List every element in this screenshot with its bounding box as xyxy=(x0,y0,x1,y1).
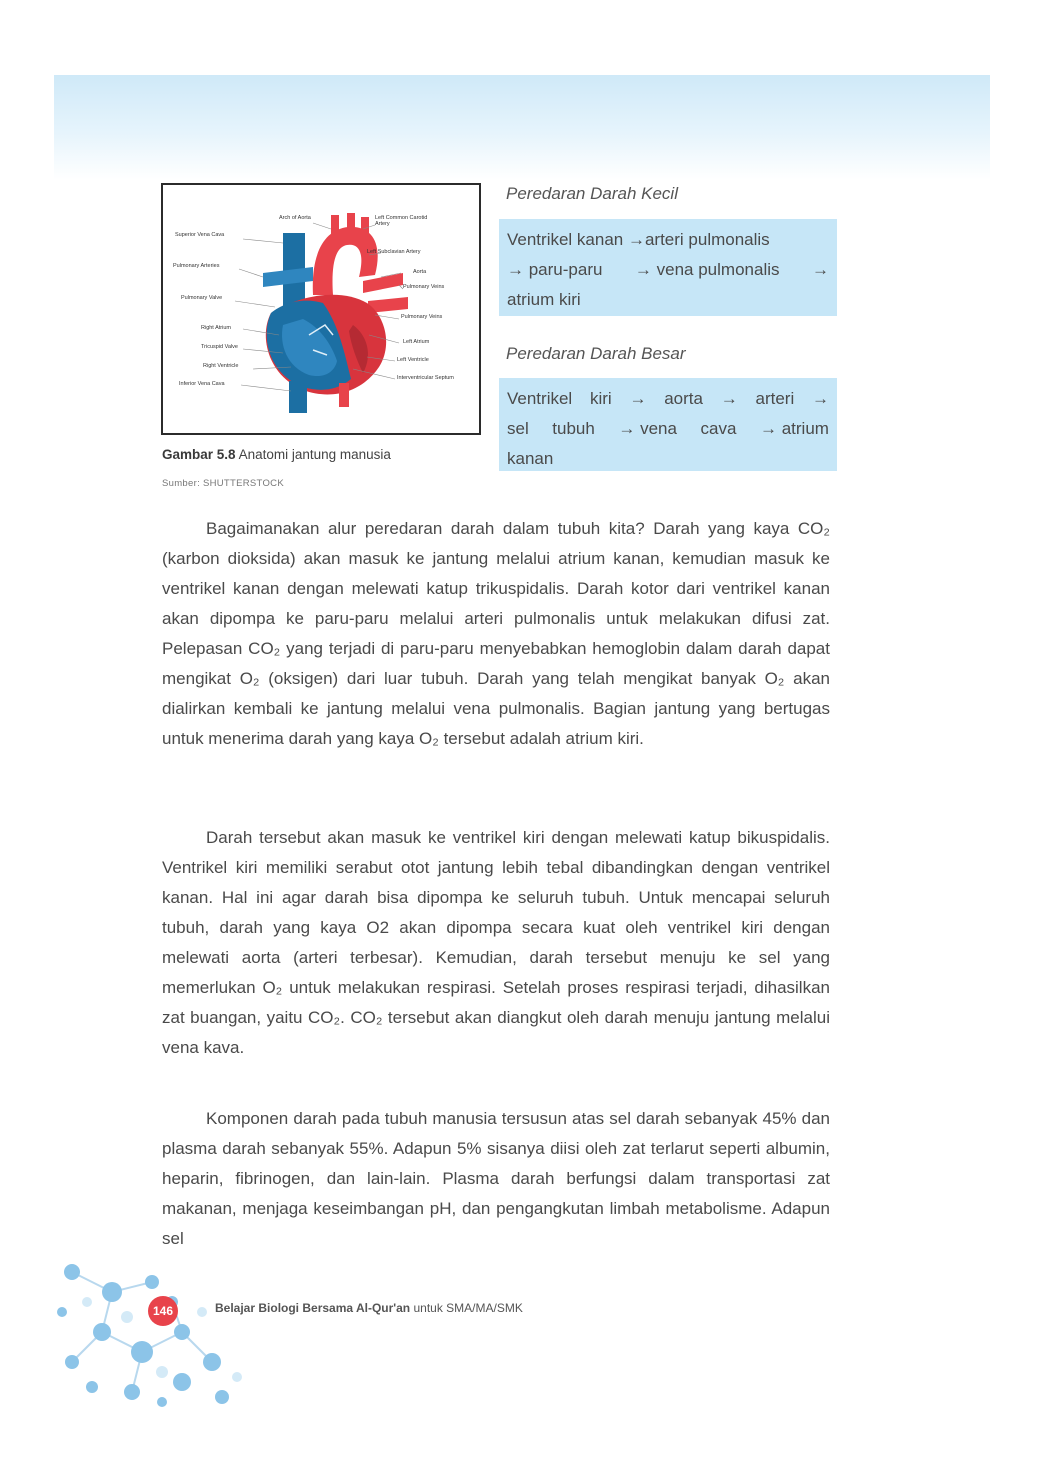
page-number-badge: 146 xyxy=(148,1296,178,1326)
paragraph-1: Bagaimanakan alur peredaran darah dalam tubuh kita? Darah yang kaya CO₂ (karbon dioksida) akan masuk ke jantung melalui atrium kanan, kemudian masuk ke ventrikel kanan dengan melewati katup trikuspidalis. Darah kotor dari ventrikel kanan akan dipompa ke paru-paru melalui arteri pulmonalis untuk melakukan difusi zat. Pelepasan CO₂ yang terjadi di paru-paru menyebabkan hemoglobin dalam darah dapat mengikat O₂ (oksigen) dari luar tubuh. Darah yang telah mengikat banyak O₂ akan dialirkan kembali ke jantung melalui vena pulmonalis. Bagian jantung yang bertugas untuk menerima darah yang kaya O₂ tersebut adalah atrium kiri. xyxy=(162,519,830,748)
inferior-vena-cava-shape xyxy=(289,381,307,413)
label-pulmonary-veins: Pulmonary Veins xyxy=(401,314,443,320)
figure-caption-text: Anatomi jantung manusia xyxy=(238,447,391,462)
paragraph-2: Darah tersebut akan masuk ke ventrikel kiri dengan melewati katup bikuspidalis. Ventrikel kiri memiliki serabut otot jantung lebih tebal dibandingkan dengan ventrikel kanan. Hal ini agar darah bisa dipompa ke seluruh tubuh. Untuk mencapai seluruh tubuh, darah yang kaya O2 akan dipompa secara kuat oleh ventrikel kiri dengan melewati aorta (arteri terbesar). Kemudian, darah tersebut menuju ke sel yang memerlukan O₂ untuk melakukan respirasi. Setelah proses respirasi terjadi, dihasilkan zat buangan, yaitu CO₂. CO₂ tersebut akan diangkut oleh darah menuju jantung melalui vena kava. xyxy=(162,828,830,1057)
label-right-ventricle: Right Ventricle xyxy=(203,363,239,369)
label-left-atrium: Left Atrium xyxy=(403,339,430,345)
large-circulation-line: sel tubuh → vena cava → atrium xyxy=(507,419,829,438)
label-pulmonary-veins-top: Pulmonary Veins xyxy=(403,284,445,290)
descending-aorta-shape xyxy=(339,383,349,407)
large-circulation-heading: Peredaran Darah Besar xyxy=(506,344,686,363)
molecule-decoration xyxy=(52,1252,252,1412)
label-inferior-vena-cava: Inferior Vena Cava xyxy=(179,381,225,387)
figure-caption xyxy=(162,447,391,462)
label-right-atrium: Right Atrium xyxy=(201,325,231,331)
label-superior-vena-cava: Superior Vena Cava xyxy=(175,232,225,238)
subclavian-artery-shape xyxy=(347,213,355,233)
label-left-ventricle: Left Ventricle xyxy=(397,357,429,363)
label-pulmonary-valve: Pulmonary Valve xyxy=(181,295,223,301)
label-aortic-arch: Arch of Aorta xyxy=(279,215,311,221)
large-circulation-line: Ventrikel kiri → aorta → arteri → xyxy=(507,389,829,408)
small-circulation-heading: Peredaran Darah Kecil xyxy=(506,184,678,203)
label-aorta: Aorta xyxy=(413,269,427,275)
header-band xyxy=(54,75,990,180)
label-tricuspid-valve: Tricuspid Valve xyxy=(201,344,238,350)
small-circulation-line: Ventrikel kanan →arteri pulmonalis xyxy=(507,230,770,249)
carotid-artery-shape xyxy=(331,215,339,237)
small-circulation-line: → paru-paru → vena pulmonalis → xyxy=(507,260,829,279)
paragraph-3: Komponen darah pada tubuh manusia tersusun atas sel darah sebanyak 45% dan plasma darah sebanyak 55%. Adapun 5% sisanya diisi oleh zat terlarut seperti albumin, heparin, fibrinogen, dan lain-lain. Plasma darah berfungsi dalam transportasi zat makanan, menjaga keseimbangan pH, dan pengangkutan limbah metabolisme. Adapun sel xyxy=(162,1109,830,1248)
pulmonary-vein-shape xyxy=(363,273,403,293)
pulmonary-artery-shape xyxy=(263,267,313,287)
label-left-subclavian: Left Subclavian Artery xyxy=(367,249,421,255)
figure-caption-label: Gambar 5.8 xyxy=(162,447,236,462)
left-subclavian-shape xyxy=(361,217,369,239)
small-circulation-box xyxy=(499,219,837,316)
small-circulation-line: atrium kiri xyxy=(507,290,581,309)
label-pulmonary-arteries: Pulmonary Arteries xyxy=(173,263,220,269)
large-circulation-line: kanan xyxy=(507,449,554,468)
footer-book-title: Belajar Biologi Bersama Al-Qur'an untuk SMA/MA/SMK xyxy=(215,1301,523,1315)
large-circulation-box xyxy=(499,378,837,471)
figure-source: Sumber: SHUTTERSTOCK xyxy=(162,478,284,489)
heart-anatomy-figure xyxy=(161,183,481,435)
label-septum: Interventricular Septum xyxy=(397,375,454,381)
label-left-common-carotid: Left Common Carotid Artery xyxy=(375,215,428,227)
